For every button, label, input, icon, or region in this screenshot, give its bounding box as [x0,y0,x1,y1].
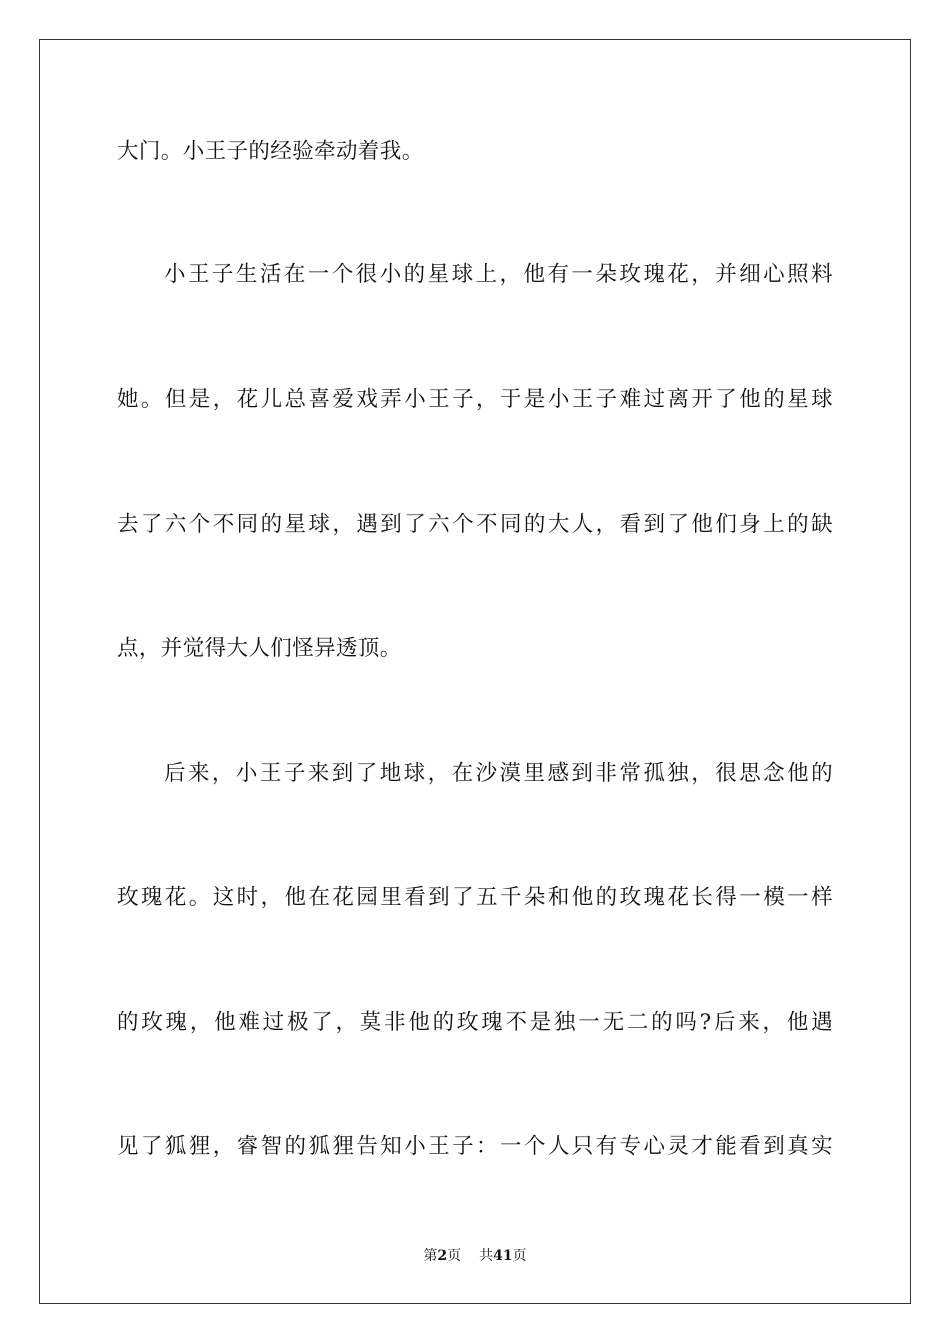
paragraph-line-2: 小王子生活在一个很小的星球上，他有一朵玫瑰花，并细心照料 [164,262,833,287]
total-prefix: 共 [479,1248,494,1264]
paragraph-line-9: 见了狐狸，睿智的狐狸告知小王子：一个人只有专心灵才能看到真实 [117,1134,833,1159]
page-prefix: 第 [423,1248,438,1264]
paragraph-line-3: 她。但是，花儿总喜爱戏弄小王子，于是小王子难过离开了他的星球 [117,387,833,412]
current-page-number: 2 [437,1248,448,1264]
page-footer [0,1246,950,1266]
paragraph-line-4: 去了六个不同的星球，遇到了六个不同的大人，看到了他们身上的缺 [117,512,833,537]
page-border [39,39,911,1304]
paragraph-line-6: 后来，小王子来到了地球，在沙漠里感到非常孤独，很思念他的 [164,761,833,786]
paragraph-line-1: 大门。小王子的经验牵动着我。 [117,139,424,164]
page-suffix: 页 [447,1248,462,1264]
total-suffix: 页 [512,1248,527,1264]
paragraph-line-7: 玫瑰花。这时，他在花园里看到了五千朵和他的玫瑰花长得一模一样 [117,885,833,910]
total-page-count: 41 [493,1248,513,1264]
paragraph-line-8: 的玫瑰，他难过极了，莫非他的玫瑰不是独一无二的吗?后来，他遇 [117,1010,833,1035]
paragraph-line-5: 点，并觉得大人们怪异透顶。 [117,636,402,661]
